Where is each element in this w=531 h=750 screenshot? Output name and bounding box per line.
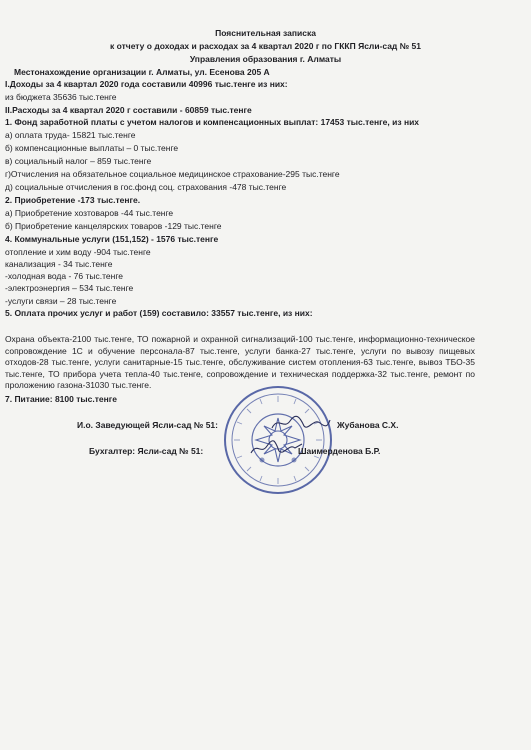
head-signature-role: И.о. Заведующей Ясли-сад № 51:: [77, 420, 218, 430]
section-4-item: канализация - 34 тыс.тенге: [5, 259, 113, 269]
section-4-item: отопление и хим воду -904 тыс.тенге: [5, 247, 151, 257]
section-2-heading: 2. Приобретение -173 тыс.тенге.: [5, 195, 141, 205]
income-heading: I.Доходы за 4 квартал 2020 года составили 40996 тыс.тенге из них:: [5, 79, 288, 89]
expenses-heading: II.Расходы за 4 квартал 2020 г составили - 60859 тыс.тенге: [5, 105, 252, 115]
head-signature-scribble: [270, 414, 332, 432]
section-1-item: а) оплата труда- 15821 тыс.тенге: [5, 130, 136, 140]
section-5-details: Охрана объекта-2100 тыс.тенге, ТО пожарной и охранной сигнализаций-100 тыс.тенге, информационно-техническое сопровождение 1С и обучение персонала-87 тыс.тенге, услуги банка-27 тыс.тенге, услуги по вывозу пищевых отходов-28 тыс.тенге, услуги санитарные-15 тыс.тенге, обслуживание систем отопления-63 тыс.тенге, вывоз ТБО-35 тыс.тенге, ТО прибора учета тепла-40 тыс.тенге, сопровождение и техническая поддержка-32 тыс.тенге, ремонт по проложению газона-31030 тыс.тенге.: [5, 334, 475, 390]
income-budget: из бюджета 35636 тыс.тенге: [5, 92, 117, 102]
section-1-item: б) компенсационные выплаты – 0 тыс.тенге: [5, 143, 179, 153]
doc-department: Управления образования г. Алматы: [189, 54, 342, 64]
section-7-heading: 7. Питание: 8100 тыс.тенге: [5, 394, 118, 404]
section-4-item: -услуги связи – 28 тыс.тенге: [5, 296, 117, 306]
accountant-signature-scribble: [248, 438, 304, 458]
section-1-item: в) социальный налог – 859 тыс.тенге: [5, 156, 152, 166]
accountant-signature-name: Шаимерденова Б.Р.: [298, 446, 381, 456]
section-4-item: -электроэнергия – 534 тыс.тенге: [5, 283, 134, 293]
doc-title: Пояснительная записка: [215, 28, 316, 38]
location-line: Местонахождение организации г. Алматы, ул. Есенова 205 А: [14, 67, 270, 77]
head-signature-name: Жубанова С.Х.: [337, 420, 399, 430]
section-4-heading: 4. Коммунальные услуги (151,152) - 1576 тыс.тенге: [5, 234, 219, 244]
section-2-item: а) Приобретение хозтоваров -44 тыс.тенге: [5, 208, 174, 218]
section-4-item: -холодная вода - 76 тыс.тенге: [5, 271, 123, 281]
section-5-heading: 5. Оплата прочих услуг и работ (159) составило: 33557 тыс.тенге, из них:: [5, 308, 313, 318]
section-1-item: г)Отчисления на обязательное социальное медицинское страхование-295 тыс.тенге: [5, 169, 340, 179]
doc-subtitle: к отчету о доходах и расходах за 4 квартал 2020 г по ГККП Ясли-сад № 51: [110, 41, 421, 51]
section-2-item: б) Приобретение канцелярских товаров -129 тыс.тенге: [5, 221, 222, 231]
section-1-item: д) социальные отчисления в гос.фонд соц. страхования -478 тыс.тенге: [5, 182, 287, 192]
accountant-signature-role: Бухгалтер: Ясли-сад № 51:: [89, 446, 204, 456]
section-1-heading: 1. Фонд заработной платы с учетом налогов и компенсационных выплат: 17453 тыс.тенге, из них: [5, 117, 420, 127]
